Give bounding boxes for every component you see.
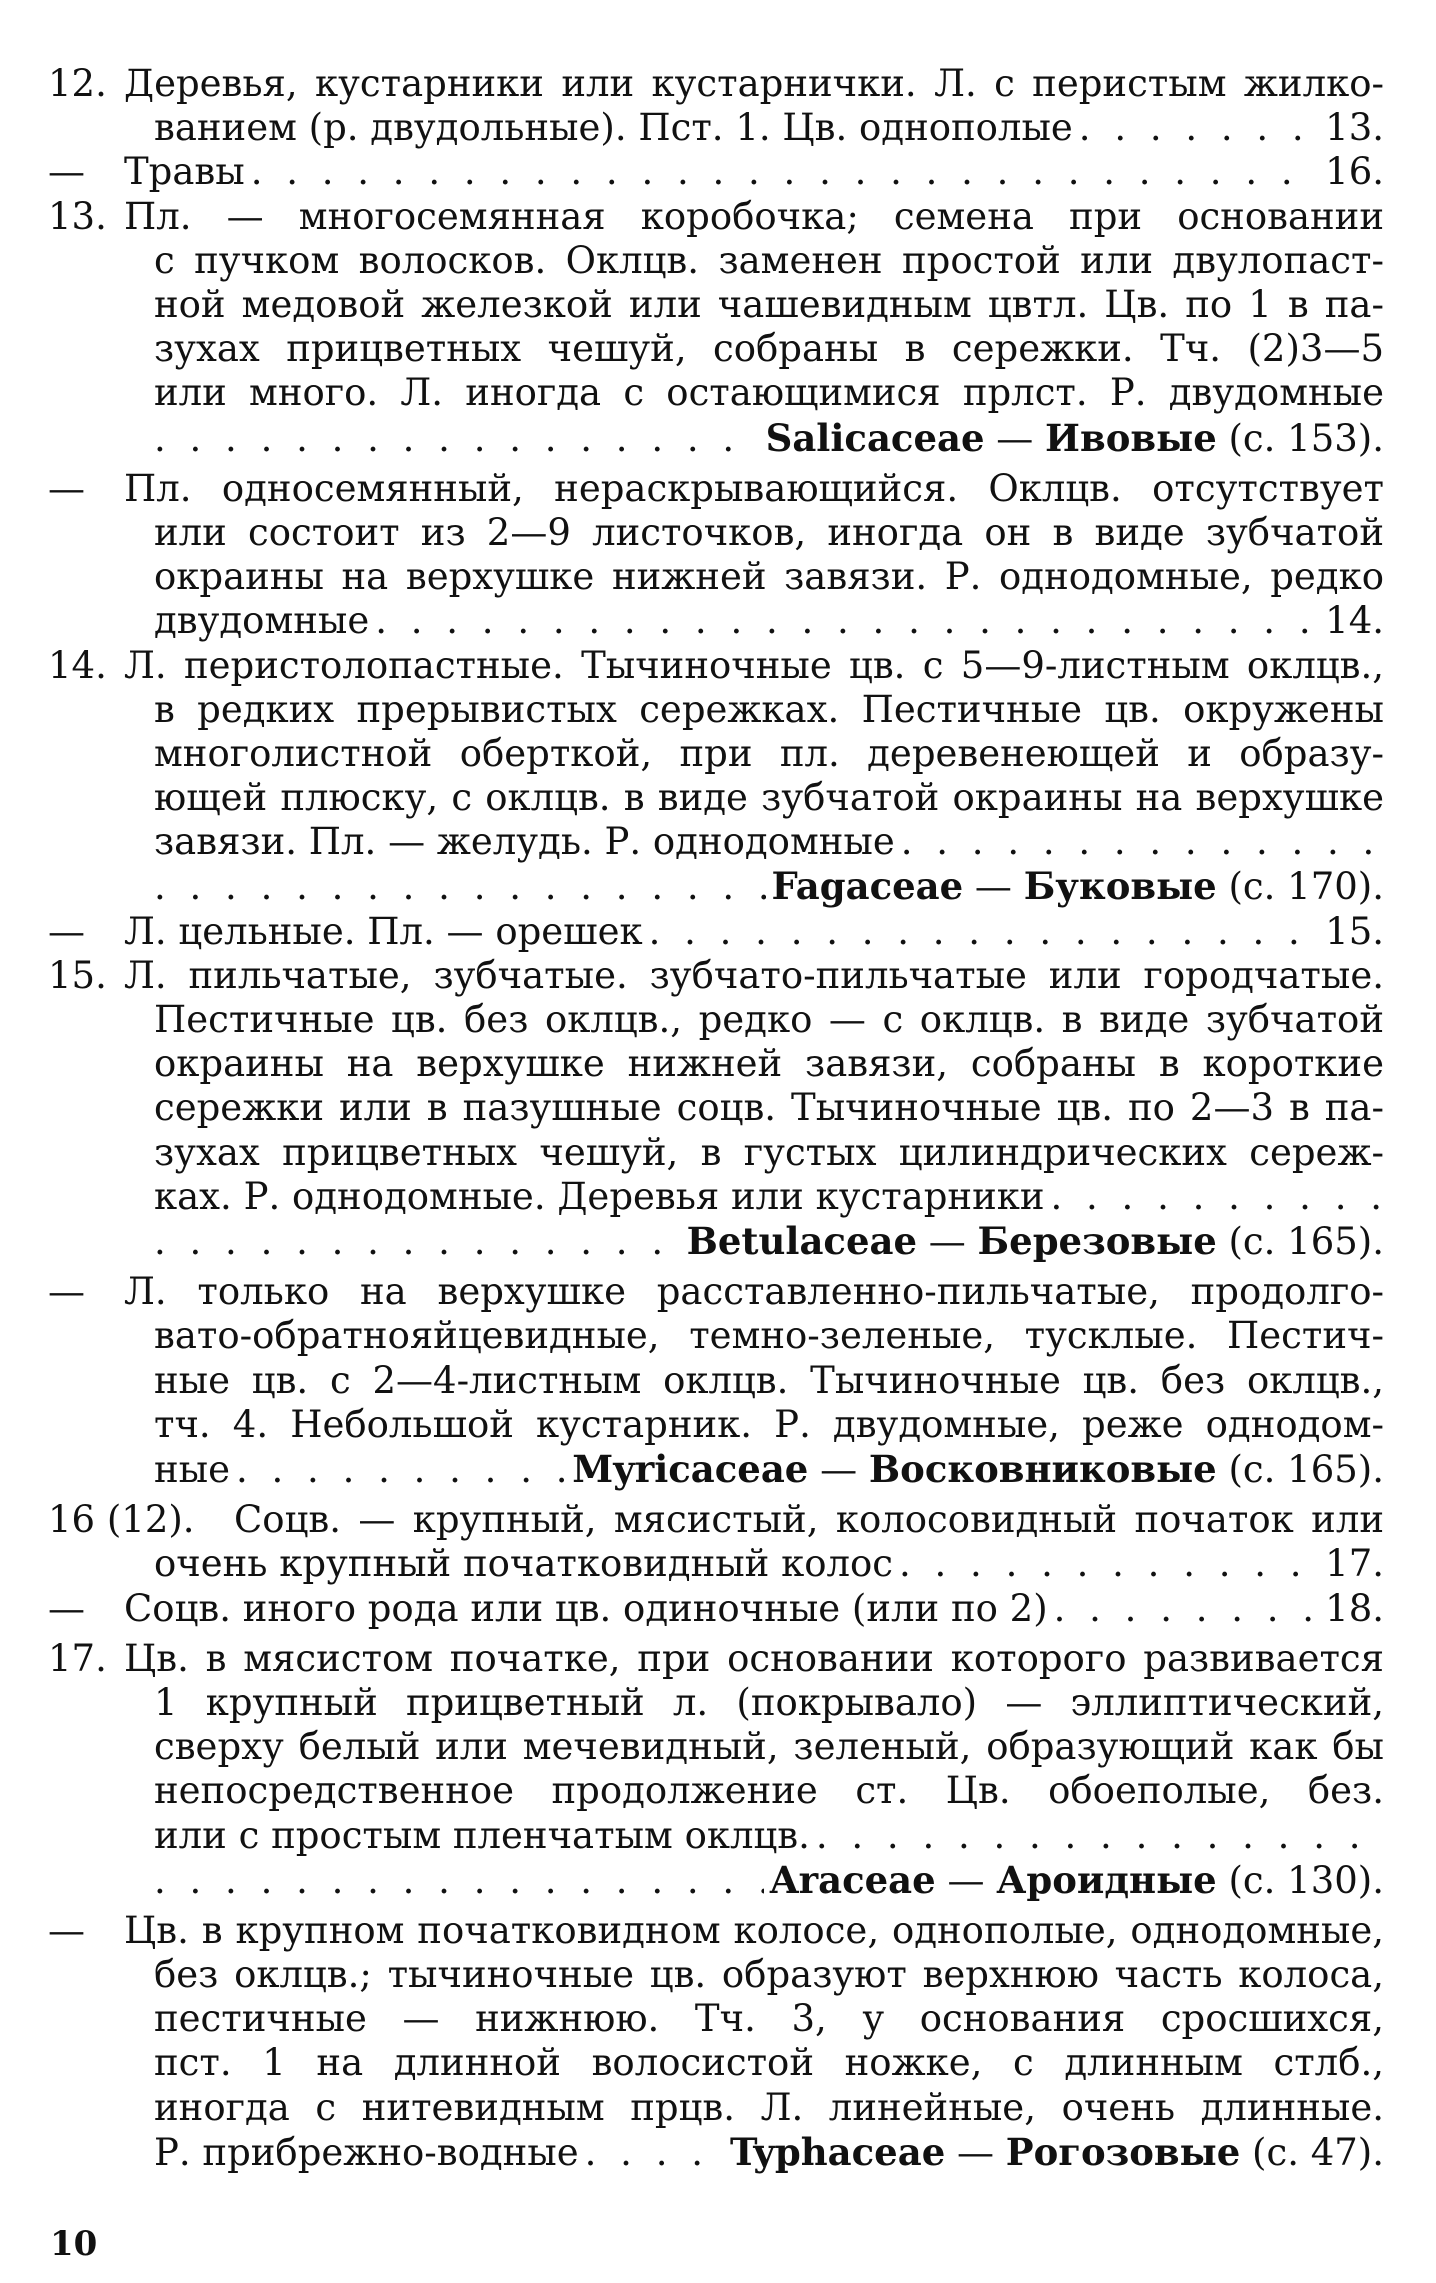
leader-text: Соцв. иного рода или цв. одиночные (или по 2) (124, 1586, 1048, 1630)
entry-line: тч. 4. Небольшой кустарник. Р. двудомные, реже однодом- (154, 1402, 1384, 1446)
leader-line (124, 1814, 1384, 1858)
entry-line: Соцв. — крупный, мясистый, колосовидный початок или (234, 1498, 1384, 1542)
family-lead-text: Р. прибрежно-водные (154, 2130, 579, 2174)
entry-line: окраины на верхушке нижней завязи. Р. однодомные, редко (154, 555, 1384, 599)
leader-ref: 18. (1325, 1586, 1384, 1630)
entry-number: — (48, 1908, 85, 1952)
family-dash: — (974, 865, 1012, 909)
key-entry-13-alt (48, 467, 1384, 644)
key-entry-16: 16 (12). Соцв. — крупный, мясистый, колосовидный початок или очень крупный початковидный колос . . . 17. (48, 1498, 1384, 1586)
leader-dots (1051, 1175, 1384, 1219)
family-page-ref: (с. 130). (1228, 1858, 1384, 1902)
entry-line: ные цв. с 2—4-листным оклцв. Тычиночные цв. без оклцв., (154, 1358, 1384, 1402)
family-page-ref: (с. 170). (1228, 865, 1384, 909)
leader-line (124, 820, 1384, 864)
entry-line: Деревья, кустарники или кустарнички. Л. с перистым жилко- (124, 62, 1384, 105)
entry-line: ющей плюску, с оклцв. в виде зубчатой окраины на верхушке (154, 776, 1384, 820)
key-entry-17 (48, 1637, 1384, 1903)
leader-text: Травы (124, 150, 245, 194)
entry-line: Пл. односемянный, нераскрывающийся. Оклцв. отсутствует (124, 466, 1384, 510)
family-dash: — (928, 1220, 966, 1263)
leader-dots (1079, 106, 1319, 150)
leader-text: Л. цельные. Пл. — орешек (124, 909, 643, 953)
entry-number: 17. (48, 1636, 107, 1680)
leader-ref: 15. (1325, 909, 1384, 953)
key-entry-12 (48, 62, 1384, 150)
leader-dots (1054, 1587, 1320, 1631)
entry-line: многолистной оберткой, при пл. деревенеющей и образу- (154, 731, 1384, 775)
entry-line: Л. пильчатые, зубчатые. зубчато-пильчатые или городчатые. (124, 953, 1384, 997)
leader-dots (154, 1220, 681, 1264)
leader-text: двудомные (154, 599, 370, 643)
key-entry-17-alt (48, 1909, 1384, 2175)
key-entry-14 (48, 644, 1384, 910)
leader-ref: 13. (1325, 106, 1384, 150)
family-line (124, 864, 1384, 909)
leader-dots (154, 417, 760, 461)
leader-text: очень крупный початковидный колос (154, 1542, 894, 1586)
family-russian: Буковые (1023, 864, 1217, 909)
entry-line: окраины на верхушке нижней завязи, собраны в короткие (154, 1042, 1384, 1086)
entry-line: Цв. в мясистом початке, при основании которого развивается (124, 1636, 1384, 1680)
leader-line (124, 1175, 1384, 1219)
entry-line: сверху белый или мечевидный, зеленый, образующий как бы (154, 1725, 1384, 1769)
key-entry-16-alt (48, 1587, 1384, 1631)
entry-number: — (48, 466, 85, 510)
leader-line (124, 599, 1384, 643)
leader-dots (649, 910, 1320, 954)
family-russian: Ароидные (996, 1857, 1217, 1902)
leader-text: ванием (р. двудольные). Пст. 1. Цв. однополые (154, 106, 1073, 150)
family-line (124, 1858, 1384, 1903)
leader-dots (585, 2131, 724, 2175)
family-lead-text: ные (154, 1447, 231, 1491)
entry-line: без оклцв.; тычиночные цв. образуют верхнюю часть колоса, (154, 1953, 1384, 1997)
leader-line (124, 910, 1384, 954)
entry-line: Л. перистолопастные. Тычиночные цв. с 5—9-листным оклцв., (124, 643, 1384, 687)
family-page-ref: (с. 47). (1252, 2130, 1384, 2174)
entry-line: иногда с нитевидным прцв. Л. линейные, очень длинные. (154, 2085, 1384, 2129)
entry-line: Л. только на верхушке расставленно-пильчатые, продолго- (124, 1270, 1384, 1314)
entry-line: с пучком волосков. Оклцв. заменен простой или двулопаст- (154, 238, 1384, 282)
entry-line: вато-обратнояйцевидные, темно-зеленые, тусклые. Пестич- (154, 1314, 1384, 1358)
entry-number: 12. (48, 62, 107, 105)
leader-ref: 14. (1325, 599, 1384, 643)
page-number: 10 (50, 2224, 98, 2264)
leader-ref: 16. (1325, 150, 1384, 194)
leader-dots (816, 1814, 1384, 1858)
key-entry-13 (48, 195, 1384, 461)
entry-number: — (48, 1270, 85, 1314)
leader-dots (899, 1542, 1319, 1586)
entry-number: — (48, 150, 85, 194)
key-entry-15 (48, 954, 1384, 1264)
family-latin: Fagaceae (771, 864, 964, 909)
family-line (124, 1447, 1384, 1492)
entry-number: 13. (48, 194, 107, 238)
leader-dots (236, 1448, 566, 1492)
family-page-ref: (с. 165). (1228, 1447, 1384, 1491)
entry-number: 15. (48, 953, 107, 997)
key-entry-12-alt (48, 150, 1384, 194)
family-line (124, 1219, 1384, 1264)
leader-text: или с простым пленчатым оклцв. (154, 1813, 810, 1857)
family-latin: Betulaceae (686, 1219, 917, 1263)
entry-line: сережки или в пазушные соцв. Тычиночные цв. по 2—3 в па- (154, 1086, 1384, 1130)
family-latin: Typhaceae (729, 2129, 946, 2174)
key-entry-14-alt (48, 910, 1384, 954)
leader-ref: 17. (1325, 1542, 1384, 1586)
entry-number: — (48, 1586, 85, 1630)
family-latin: Araceae (769, 1857, 936, 1902)
entry-line: 1 крупный прицветный л. (покрывало) — эллиптический, (154, 1680, 1384, 1724)
family-latin: Myricaceae (572, 1446, 809, 1491)
entry-line: Пестичные цв. без оклцв., редко — с оклцв. в виде зубчатой (154, 998, 1384, 1042)
leader-text: завязи. Пл. — желудь. Р. однодомные (154, 820, 895, 864)
family-dash: — (947, 1858, 985, 1902)
leader-dots (901, 820, 1384, 864)
family-russian: Рогозовые (1005, 2129, 1241, 2174)
leader-line (124, 1587, 1384, 1631)
entry-line: в редких прерывистых сережках. Пестичные цв. окружены (154, 687, 1384, 731)
key-text (48, 62, 1384, 2175)
entry-number: — (48, 909, 85, 953)
leader-line (124, 150, 1384, 194)
leader-line (124, 106, 1384, 150)
entry-line: или много. Л. иногда с остающимися прлст. Р. двудомные (154, 371, 1384, 415)
family-dash: — (820, 1447, 858, 1491)
entry-line: Пл. — многосемянная коробочка; семена при основании (124, 194, 1384, 238)
leader-dots (251, 150, 1319, 194)
family-russian: Березовые (977, 1219, 1217, 1263)
family-line (124, 416, 1384, 461)
entry-line: пст. 1 на длинной волосистой ножке, с длинным стлб., (154, 2041, 1384, 2085)
family-russian: Восковниковые (868, 1446, 1217, 1491)
leader-dots (375, 599, 1319, 643)
entry-line: ной медовой железкой или чашевидным цвтл. Цв. по 1 в па- (154, 282, 1384, 326)
leader-line (124, 1542, 1384, 1586)
entry-number: 14. (48, 643, 107, 687)
key-entry-15-alt (48, 1270, 1384, 1492)
family-page-ref: (с. 153). (1228, 416, 1384, 460)
family-latin: Salicaceae (765, 415, 985, 460)
family-dash: — (957, 2130, 995, 2174)
entry-line: Цв. в крупном початковидном колосе, однополые, однодомные, (124, 1908, 1384, 1952)
family-page-ref: (с. 165). (1228, 1220, 1384, 1263)
family-russian: Ивовые (1045, 415, 1217, 460)
entry-line: или состоит из 2—9 листочков, иногда он в виде зубчатой (154, 510, 1384, 554)
leader-text: ках. Р. однодомные. Деревья или кустарники (154, 1174, 1045, 1218)
family-line (124, 2130, 1384, 2175)
entry-line: непосредственное продолжение ст. Цв. обоеполые, без. (154, 1769, 1384, 1813)
leader-dots (154, 865, 766, 909)
entry-line: зухах прицветных чешуй, собраны в сережки. Тч. (2)3—5 (154, 327, 1384, 371)
leader-dots (154, 1859, 764, 1903)
family-dash: — (996, 416, 1034, 460)
entry-line: пестичные — нижнюю. Тч. 3, у основания сросшихся, (154, 1997, 1384, 2041)
entry-line: зухах прицветных чешуй, в густых цилиндрических сереж- (154, 1130, 1384, 1174)
